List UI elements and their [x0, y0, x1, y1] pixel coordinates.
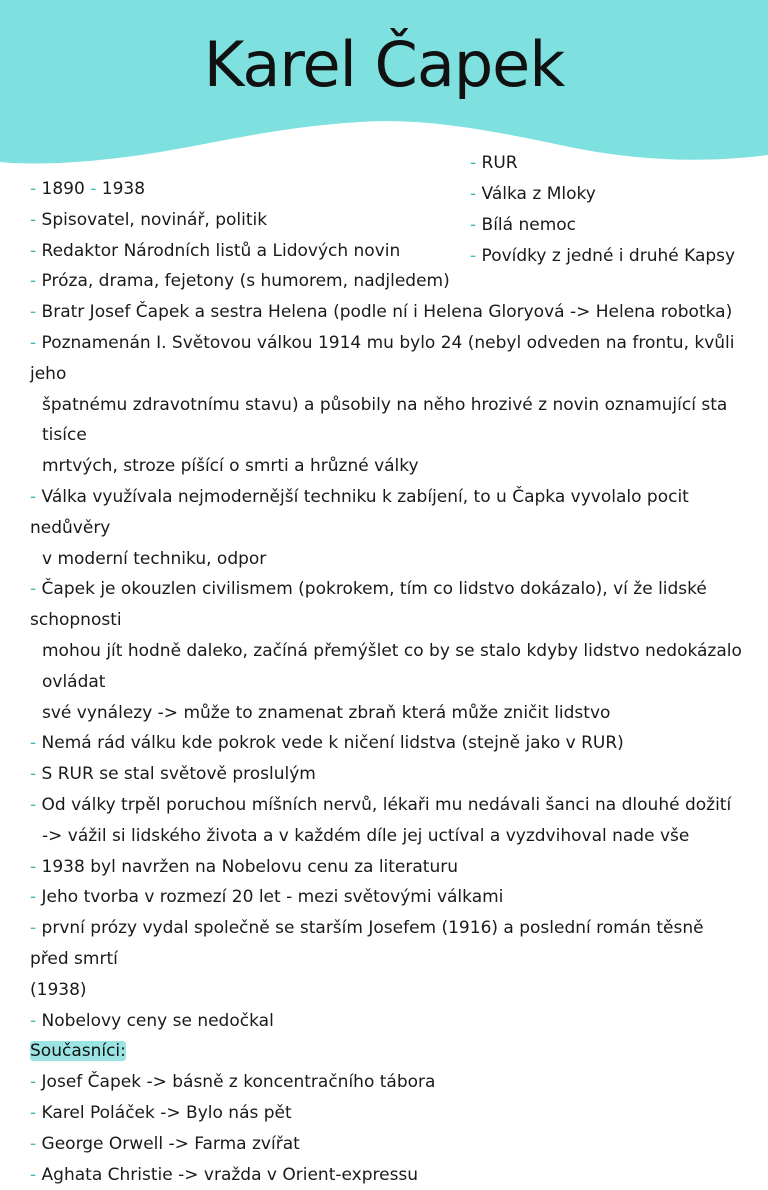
- note-item: [30, 728, 742, 759]
- works-item: - Válka z Mloky: [470, 179, 735, 210]
- note-text: Od války trpěl poruchou míšních nervů, lékaři mu nedávali šanci na dlouhé dožití: [42, 795, 732, 815]
- note-text: Bratr Josef Čapek a sestra Helena (podle ní i Helena Gloryová -> Helena robotka): [42, 302, 733, 322]
- note-continuation: své vynálezy -> může to znamenat zbraň která může zničit lidstvo: [30, 698, 742, 729]
- bullet-dash: -: [30, 271, 42, 291]
- contemporary-text: Karel Poláček -> Bylo nás pět: [42, 1103, 292, 1123]
- note-text: Jeho tvorba v rozmezí 20 let - mezi světovými válkami: [42, 887, 504, 907]
- note-item: [30, 236, 742, 267]
- bullet-dash: -: [30, 241, 42, 261]
- note-text: 1938: [102, 179, 145, 199]
- bullet-dash: -: [30, 333, 42, 353]
- bullet-dash: -: [30, 302, 42, 322]
- bullet-dash: -: [30, 733, 42, 753]
- note-item: [30, 205, 742, 236]
- note-item: [30, 574, 742, 636]
- note-item: [30, 913, 742, 975]
- note-text: Nemá rád válku kde pokrok vede k ničení lidstva (stejně jako v RUR): [42, 733, 624, 753]
- contemporary-text: George Orwell -> Farma zvířat: [42, 1134, 300, 1154]
- works-item: - Povídky z jedné i druhé Kapsy: [470, 241, 735, 272]
- bullet-dash: -: [30, 1134, 42, 1154]
- note-item: [30, 759, 742, 790]
- note-text: 1890: [42, 179, 91, 199]
- bullet-dash: -: [30, 1165, 42, 1185]
- note-continuation: v moderní techniku, odpor: [30, 544, 742, 575]
- note-item: [30, 1006, 742, 1037]
- bullet-dash: -: [30, 487, 42, 507]
- bullet-dash: -: [30, 179, 42, 199]
- note-continuation: mrtvých, stroze píšící o smrti a hrůzné války: [30, 451, 742, 482]
- page-title: Karel Čapek: [0, 28, 768, 101]
- contemporary-item: [30, 1160, 742, 1190]
- note-text: Próza, drama, fejetony (s humorem, nadjledem): [42, 271, 450, 291]
- note-text: Válka využívala nejmodernější techniku k zabíjení, to u Čapka vyvolalo pocit nedůvěry: [30, 487, 689, 538]
- note-continuation: špatnému zdravotnímu stavu) a působily na něho hrozivé z novin oznamující sta tisíce: [30, 390, 742, 452]
- note-item: [30, 482, 742, 544]
- note-text: Redaktor Národních listů a Lidových novin: [42, 241, 401, 261]
- bullet-dash: -: [30, 764, 42, 784]
- note-item: [30, 328, 742, 390]
- bullet-dash: -: [30, 1072, 42, 1092]
- bullet-dash: -: [30, 1011, 42, 1031]
- bullet-dash: -: [30, 857, 42, 877]
- bullet-dash: -: [30, 887, 42, 907]
- bullet-dash: -: [30, 918, 42, 938]
- bullet-dash: -: [30, 795, 42, 815]
- notes-list: [30, 174, 742, 1190]
- note-continuation: mohou jít hodně daleko, začíná přemýšlet co by se stalo kdyby lidstvo nedokázalo ovládat: [30, 636, 742, 698]
- note-text: první prózy vydal společně se starším Josefem (1916) a poslední román těsně před smrtí: [30, 918, 704, 969]
- bullet-dash: -: [30, 210, 42, 230]
- note-item: [30, 790, 742, 821]
- note-item: [30, 297, 742, 328]
- note-text: Čapek je okouzlen civilismem (pokrokem, tím co lidstvo dokázalo), ví že lidské schopnosti: [30, 579, 707, 630]
- bullet-dash: -: [30, 579, 42, 599]
- note-text: -: [90, 179, 102, 199]
- note-continuation: (1938): [30, 975, 742, 1006]
- contemporaries-heading: [30, 1036, 742, 1067]
- note-text: Poznamenán I. Světovou válkou 1914 mu bylo 24 (nebyl odveden na frontu, kvůli jeho: [30, 333, 735, 384]
- note-item: [30, 266, 742, 297]
- note-continuation: -> vážil si lidského života a v každém díle jej uctíval a vyzdvihoval nade vše: [30, 821, 742, 852]
- contemporary-item: [30, 1067, 742, 1098]
- note-text: S RUR se stal světově proslulým: [42, 764, 316, 784]
- note-item: [30, 882, 742, 913]
- note-item: [30, 852, 742, 883]
- note-text: 1938 byl navržen na Nobelovu cenu za literaturu: [42, 857, 458, 877]
- note-item: [30, 174, 742, 205]
- contemporary-item: [30, 1098, 742, 1129]
- contemporaries-heading-text: Současníci:: [30, 1041, 126, 1061]
- bullet-dash: -: [30, 1103, 42, 1123]
- note-text: Nobelovy ceny se nedočkal: [42, 1011, 274, 1031]
- works-item: - RUR: [470, 148, 735, 179]
- works-item: - Bílá nemoc: [470, 210, 735, 241]
- contemporary-text: Josef Čapek -> básně z koncentračního tábora: [42, 1072, 436, 1092]
- note-text: Spisovatel, novinář, politik: [42, 210, 268, 230]
- contemporary-text: Aghata Christie -> vražda v Orient-expressu: [42, 1165, 419, 1185]
- contemporary-item: [30, 1129, 742, 1160]
